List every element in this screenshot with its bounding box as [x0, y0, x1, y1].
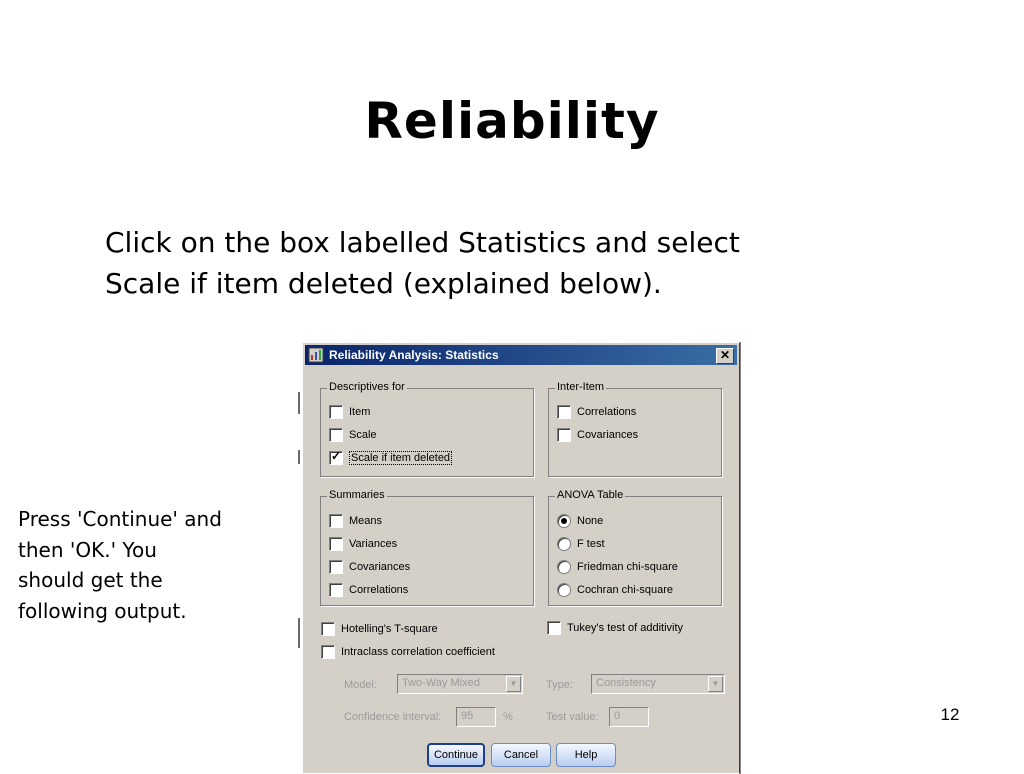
anova-f-test-label: F test — [577, 538, 605, 550]
summaries-group — [320, 489, 534, 606]
statistics-dialog — [302, 342, 740, 774]
model-value: Two-Way Mixed — [402, 677, 480, 689]
model-label: Model: — [344, 679, 378, 691]
means-checkbox[interactable] — [329, 514, 343, 528]
confidence-interval-input[interactable] — [456, 707, 496, 727]
confidence-interval-value: 95 — [461, 710, 474, 722]
type-select[interactable] — [591, 674, 725, 694]
inter-covariances-row[interactable] — [557, 427, 638, 443]
anova-none-radio[interactable] — [557, 514, 571, 528]
inter-correlations-label: Correlations — [577, 406, 637, 418]
test-value-label: Test value: — [546, 711, 599, 723]
side-note — [18, 504, 278, 626]
inter-item-group-label: Inter-Item — [557, 381, 605, 393]
anova-cochran-row[interactable] — [557, 582, 673, 598]
summary-correlations-checkbox[interactable] — [329, 583, 343, 597]
summary-correlations-row[interactable] — [329, 582, 408, 598]
background-window-edge — [298, 618, 300, 648]
anova-friedman-radio[interactable] — [557, 560, 571, 574]
percent-unit: % — [503, 711, 513, 723]
test-value-input[interactable] — [609, 707, 649, 727]
summaries-group-label: Summaries — [329, 489, 385, 501]
anova-group — [548, 489, 722, 606]
hotelling-checkbox[interactable] — [321, 622, 335, 636]
background-window-edge — [298, 392, 300, 414]
note-line: should get the — [18, 568, 163, 592]
scale-checkbox-row[interactable] — [329, 427, 377, 443]
dialog-title: Reliability Analysis: Statistics — [329, 348, 499, 362]
anova-friedman-row[interactable] — [557, 559, 678, 575]
inter-covariances-checkbox[interactable] — [557, 428, 571, 442]
chevron-down-icon[interactable]: ▼ — [506, 676, 521, 692]
inter-covariances-label: Covariances — [577, 429, 639, 441]
variances-checkbox[interactable] — [329, 537, 343, 551]
means-label: Means — [349, 515, 383, 527]
intraclass-label: Intraclass correlation coefficient — [341, 646, 495, 658]
scale-if-item-deleted-row[interactable] — [329, 450, 452, 466]
intraclass-row[interactable] — [321, 644, 495, 660]
summary-covariances-checkbox[interactable] — [329, 560, 343, 574]
hotelling-row[interactable] — [321, 621, 438, 637]
scale-label: Scale — [349, 429, 377, 441]
instruction-text — [105, 222, 885, 304]
tukey-checkbox[interactable] — [547, 621, 561, 635]
scale-if-item-deleted-checkbox[interactable] — [329, 451, 343, 465]
item-checkbox[interactable] — [329, 405, 343, 419]
continue-button[interactable]: Continue — [427, 743, 485, 767]
model-select[interactable] — [397, 674, 523, 694]
anova-none-label: None — [577, 515, 604, 527]
summary-correlations-label: Correlations — [349, 584, 409, 596]
summary-covariances-row[interactable] — [329, 559, 410, 575]
type-value: Consistency — [596, 677, 656, 689]
dialog-titlebar[interactable] — [305, 345, 737, 365]
instruction-line-1: Click on the box labelled Statistics and select — [105, 226, 740, 259]
means-row[interactable] — [329, 513, 382, 529]
scale-if-item-deleted-label: Scale if item deleted — [351, 452, 451, 464]
anova-f-test-radio[interactable] — [557, 537, 571, 551]
inter-item-group — [548, 381, 722, 477]
confidence-interval-label: Confidence interval: — [344, 711, 442, 723]
type-label: Type: — [546, 679, 573, 691]
note-line: Press 'Continue' and — [18, 507, 222, 531]
slide-title: Reliability — [364, 92, 660, 150]
instruction-line-2: Scale if item deleted (explained below). — [105, 267, 662, 300]
tukey-row[interactable] — [547, 620, 683, 636]
variances-label: Variances — [349, 538, 398, 550]
background-window-edge — [298, 450, 300, 464]
item-label: Item — [349, 406, 371, 418]
anova-none-row[interactable] — [557, 513, 603, 529]
note-line: then 'OK.' You — [18, 537, 157, 562]
descriptives-group — [320, 381, 534, 477]
summary-covariances-label: Covariances — [349, 561, 411, 573]
variances-row[interactable] — [329, 536, 397, 552]
intraclass-checkbox[interactable] — [321, 645, 335, 659]
descriptives-group-label: Descriptives for — [329, 381, 405, 393]
spss-app-icon — [308, 347, 324, 363]
help-button[interactable]: Help — [556, 743, 616, 767]
close-icon[interactable]: ✕ — [716, 348, 734, 364]
scale-checkbox[interactable] — [329, 428, 343, 442]
inter-correlations-row[interactable] — [557, 404, 636, 420]
anova-cochran-radio[interactable] — [557, 583, 571, 597]
item-checkbox-row[interactable] — [329, 404, 370, 420]
page-number: 12 — [940, 705, 960, 724]
chevron-down-icon[interactable]: ▼ — [708, 676, 723, 692]
anova-group-label: ANOVA Table — [557, 489, 624, 501]
cancel-button[interactable]: Cancel — [491, 743, 551, 767]
inter-correlations-checkbox[interactable] — [557, 405, 571, 419]
hotelling-label: Hotelling's T-square — [341, 623, 438, 635]
test-value-value: 0 — [614, 710, 621, 722]
anova-f-test-row[interactable] — [557, 536, 605, 552]
tukey-label: Tukey's test of additivity — [567, 622, 684, 634]
anova-friedman-label: Friedman chi-square — [577, 561, 678, 573]
anova-cochran-label: Cochran chi-square — [577, 584, 673, 596]
note-line: following output. — [18, 598, 187, 623]
